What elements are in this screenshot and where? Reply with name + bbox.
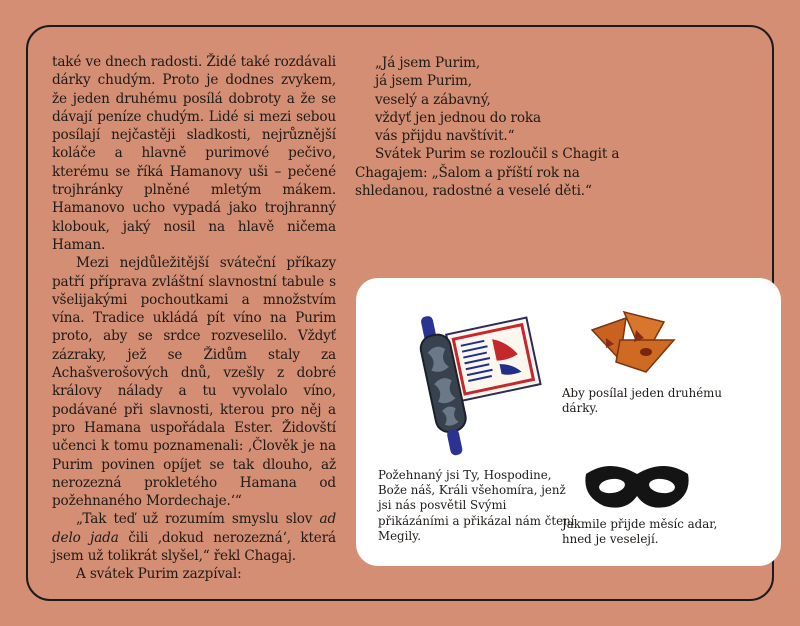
left-text-column: [52, 53, 336, 584]
song-line: vždyť jen jednou do roka: [375, 109, 541, 126]
paragraph-wine: Mezi nejdůležitější sváteční příkazy patří příprava zvláštní slavnostní tabule s všelijakými pochoutkami a množstvím vína. Tradice ukládá pít víno na Purim proto, aby se srdce rozveselilo. Vždyť zázraky, jež se Židům staly za Achašverošových dnů, vzešly z dobré královy nálady a tu vyvolalo víno, podávané při slavnosti, kterou pro něj a pro Hamana uspořádala Ester. Židovští učenci k tomu poznamenali: ‚Člověk je na Purim povinen opíjet se tak dlouho, až nerozezná prokletého Hamana od požehnaného Mordechaje.‘“: [52, 255, 336, 510]
hamantaschen-icon: [586, 300, 680, 374]
paragraph-sang: A svátek Purim zazpíval:: [76, 566, 242, 583]
ad-delo-jada-before: „Tak teď už rozumím smyslu slov: [76, 511, 313, 528]
song-line: vás přijdu navštívit.“: [375, 128, 515, 145]
paragraph-ad-delo-jada: [52, 510, 336, 565]
adar-caption: Jakmile přijde měsíc adar, hned je veselejí.: [562, 517, 718, 547]
ad-delo-jada-phrase: ad delo jada: [52, 511, 336, 546]
song-line: já jsem Purim,: [375, 73, 472, 90]
gifts-caption: Aby posílal jeden druhému dárky.: [562, 386, 722, 416]
paragraph-farewell: Svátek Purim se rozloučil s Chagit a Chagajem: „Šalom a příští rok na shledanou, radostné a veselé děti.“: [355, 146, 620, 200]
illustration-panel: [356, 278, 781, 566]
megillah-scroll-icon: [398, 300, 548, 458]
blessing-caption: Požehnaný jsi Ty, Hospodine, Bože náš, Králi všehomíra, jenž jsi nás posvětil Svými přikázáními a přikázal nám čtení Megily.: [378, 468, 575, 543]
song-line: veselý a zábavný,: [375, 91, 491, 108]
right-text-column: [355, 54, 645, 200]
purim-song: [375, 54, 645, 145]
paragraph-gifts: také ve dnech radosti. Židé také rozdávali dárky chudým. Proto je dodnes zvykem, že jeden druhému posílá dobroty a že se dávají peníze chudým. Lidé si mezi sebou posílají nejčastěji sladkosti, nejrůznější koláče a hlavně purimové pečivo, kterému se říká Hamanovy uši – pečené trojhránky plněné mletým mákem. Hamanovo ucho vypadá jako trojhranný klobouk, jaký nosil na hlavě ničema Haman.: [52, 54, 336, 253]
ad-delo-jada-after: čili ‚dokud nerozezná‘, která jsem už tolikrát slyšel,“ řekl Chagaj.: [52, 529, 336, 565]
song-line: „Já jsem Purim,: [375, 55, 481, 71]
purim-mask-icon: [582, 456, 692, 514]
